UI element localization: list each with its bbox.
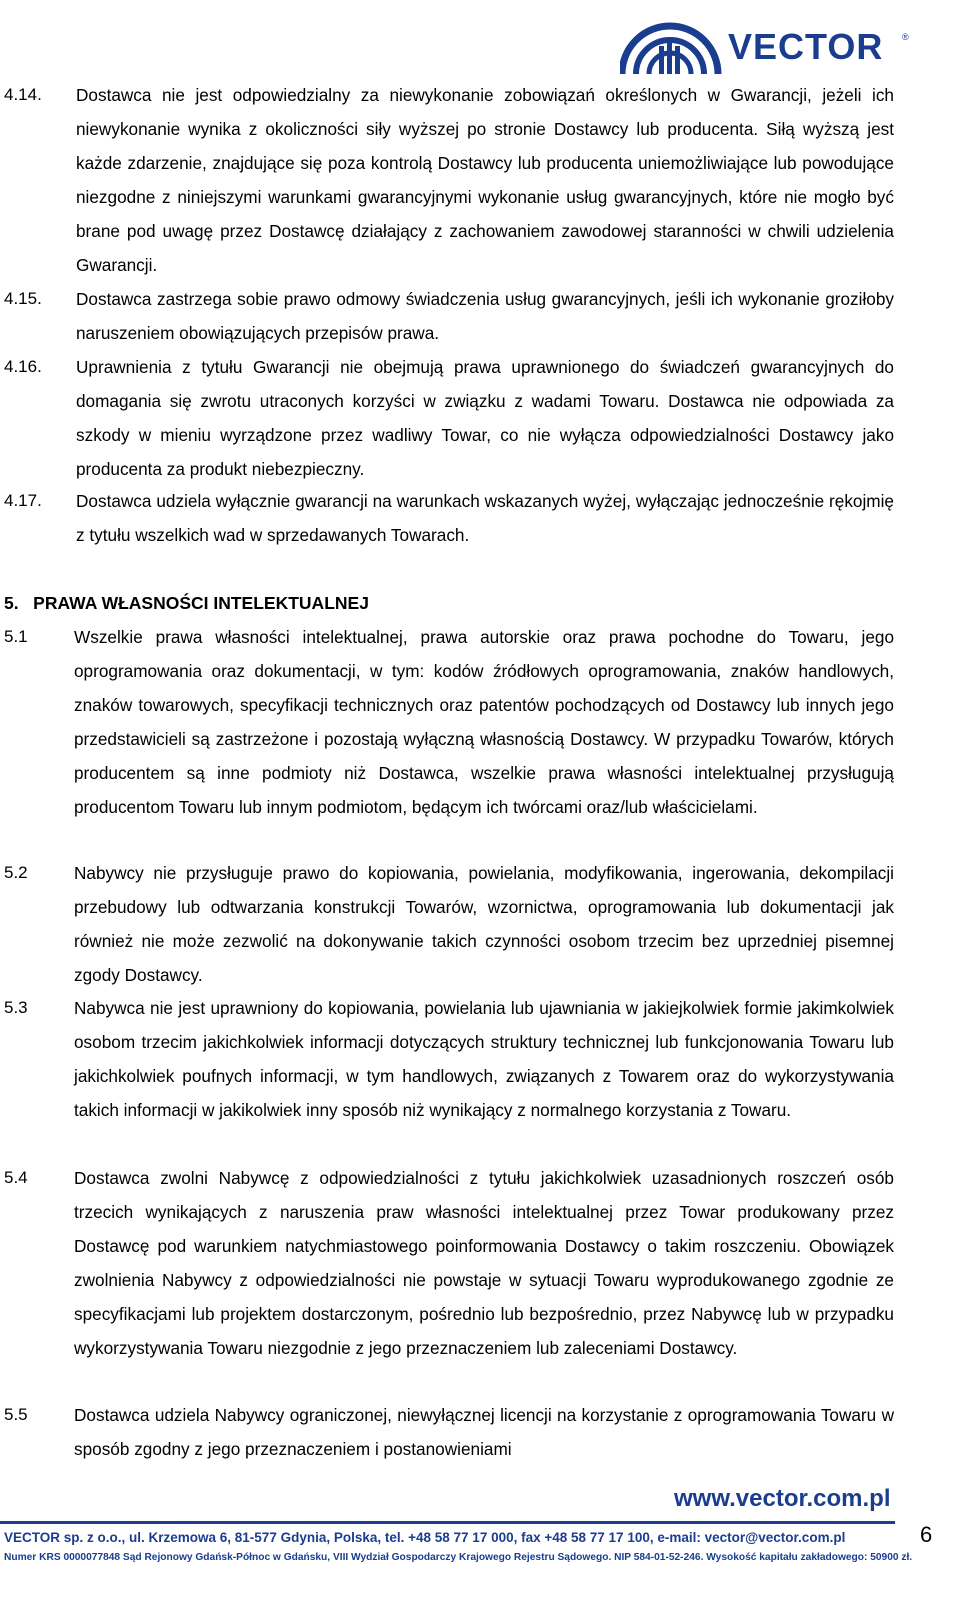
section-number: 4.14.: [4, 85, 42, 104]
section-heading: 5. PRAWA WŁASNOŚCI INTELEKTUALNEJ: [4, 593, 369, 613]
logo-wordmark: VECTOR: [728, 26, 884, 67]
section-number: 5.1: [4, 627, 28, 646]
page-number: 6: [920, 1522, 933, 1547]
footer-website: www.vector.com.pl: [674, 1485, 891, 1512]
section-text: Nabywca nie jest uprawniony do kopiowania, powielania lub ujawniania w jakiejkolwiek formie jakimkolwiek osobom trzecim jakichkolwiek informacji dotyczących struktury technicznej lub funkcjonowania Towaru lub jakichkolwiek poufnych informacji, w tym handlowych, związanych z Towarem oraz do wykorzystywania takich informacji w jakikolwiek inny sposób niż wynikający z normalnego korzystania z Towaru.: [74, 998, 894, 1120]
section-text: Dostawca zwolni Nabywcę z odpowiedzialności z tytułu jakichkolwiek uzasadnionych roszczeń osób trzecich wynikających z naruszenia praw własności intelektualnej przez Towar produkowany przez Dostawcę pod warunkiem natychmiastowego poinformowania Dostawcy o takim roszczeniu. Obowiązek zwolnienia Nabywcy z odpowiedzialności nie powstaje w sytuacji Towaru wyprodukowanego zgodnie ze specyfikacjami lub projektem dostarczonym, pośrednio lub bezpośrednio, przez Nabywcę lub w przypadku wykorzystywania Towaru niezgodnie z jego przeznaczeniem lub zaleceniami Dostawcy.: [74, 1168, 894, 1358]
section-text: Nabywcy nie przysługuje prawo do kopiowania, powielania, modyfikowania, ingerowania, dekompilacji przebudowy lub odtwarzania konstrukcji Towarów, wzornictwa, oprogramowania lub dokumentacji jak również nie może zezwolić na dokonywanie takich czynności osobom trzecim bez uprzedniej pisemnej zgody Dostawcy.: [74, 863, 894, 985]
section-number: 5.3: [4, 998, 28, 1017]
section-number: 4.17.: [4, 491, 42, 510]
section-text: Wszelkie prawa własności intelektualnej, prawa autorskie oraz prawa pochodne do Towaru, jego oprogramowania oraz dokumentacji, w tym: kodów źródłowych oprogramowania, znaków handlowych, znaków towarowych, specyfikacji technicznych oraz patentów pochodzących od Dostawcy lub innych jego przedstawicieli są zastrzeżone i pozostają wyłączną własnością Dostawcy. W przypadku Towarów, których producentem są inne podmioty niż Dostawca, wszelkie prawa własności intelektualnej przysługują producentom Towaru lub innym podmiotom, będącym ich twórcami oraz/lub właścicielami.: [74, 627, 894, 817]
footer-registration-info: Numer KRS 0000077848 Sąd Rejonowy Gdańsk-Północ w Gdańsku, VIII Wydział Gospodarczy Krajowego Rejestru Sądowego. NIP 584-01-52-246. Wysokość kapitału zakładowego: 50900 zł.: [4, 1552, 913, 1563]
section-text: Dostawca udziela wyłącznie gwarancji na warunkach wskazanych wyżej, wyłączając jednocześnie rękojmię z tytułu wszelkich wad w sprzedawanych Towarach.: [76, 491, 894, 545]
section-number: 5.5: [4, 1405, 28, 1424]
section-text: Uprawnienia z tytułu Gwarancji nie obejmują prawa uprawnionego do świadczeń gwarancyjnych do domagania się zwrotu utraconych korzyści w związku z wadami Towaru. Dostawca nie odpowiada za szkody w mieniu wyrządzone przez wadliwy Towar, co nie wyłącza odpowiedzialności Dostawcy jako producenta za produkt niebezpieczny.: [76, 357, 894, 479]
footer-divider: [0, 1521, 895, 1524]
section-text: Dostawca zastrzega sobie prawo odmowy świadczenia usług gwarancyjnych, jeśli ich wykonanie groziłoby naruszeniem obowiązujących przepisów prawa.: [76, 289, 894, 343]
section-text: Dostawca nie jest odpowiedzialny za niewykonanie zobowiązań określonych w Gwarancji, jeżeli ich niewykonanie wynika z okoliczności siły wyższej po stronie Dostawcy lub producenta. Siłą wyższą jest każde zdarzenie, znajdujące się poza kontrolą Dostawcy lub producenta uniemożliwiające lub powodujące niezgodne z niniejszymi warunkami gwarancyjnymi wykonanie usług gwarancyjnych, które nie mogło być brane pod uwagę przez Dostawcę działający z zachowaniem zawodowej staranności w chwili udzielenia Gwarancji.: [76, 85, 894, 275]
section-number: 5.2: [4, 863, 28, 882]
section-number: 4.15.: [4, 289, 42, 308]
section-text: Dostawca udziela Nabywcy ograniczonej, niewyłącznej licencji na korzystanie z oprogramowania Towaru w sposób zgodny z jego przeznaczeniem i postanowieniami: [74, 1405, 894, 1459]
footer-company-info: VECTOR sp. z o.o., ul. Krzemowa 6, 81-577 Gdynia, Polska, tel. +48 58 77 17 000, fax +48 58 77 17 100, e-mail: vector@vector.com.pl: [4, 1530, 846, 1545]
section-number: 4.16.: [4, 357, 42, 376]
section-number: 5.4: [4, 1168, 28, 1187]
logo-registered-mark: ®: [902, 32, 909, 42]
